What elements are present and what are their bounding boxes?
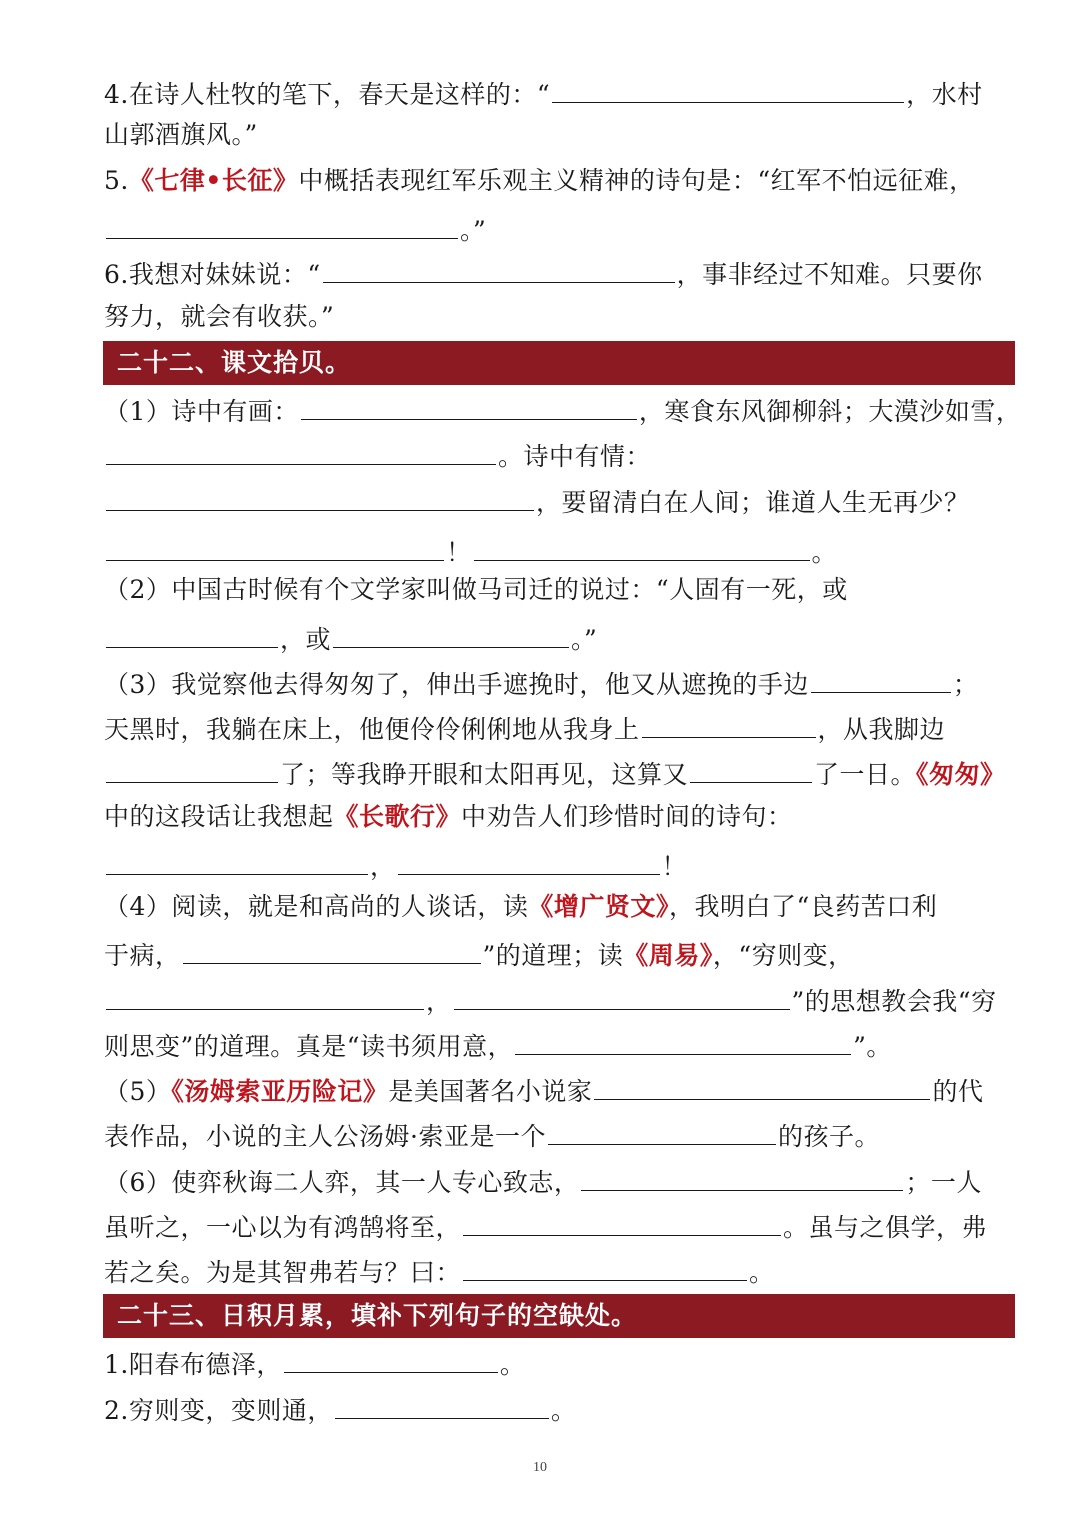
blank[interactable] [474, 532, 810, 561]
blank[interactable] [454, 981, 790, 1010]
item-text: 是美国著名小说家 [388, 1077, 593, 1106]
item-text: 。 [499, 1350, 526, 1379]
item-4-line-2 [104, 935, 854, 973]
blank[interactable] [323, 254, 675, 283]
q6-text: 6.我想对妹妹说：“ [104, 260, 321, 289]
item-text: ！ [446, 538, 472, 567]
item-text: ，我明白了“良药苦口利 [668, 892, 938, 921]
blank[interactable] [301, 391, 637, 420]
blank[interactable] [106, 619, 278, 648]
blank[interactable] [333, 619, 569, 648]
item-3-line-4 [104, 800, 793, 834]
section-header-22: 二十二、课文拾贝。 [103, 341, 1015, 385]
book-title: 《长歌行》 [333, 802, 462, 831]
item-text: 于病， [104, 941, 181, 970]
q5-text: 中概括表现红军乐观主义精神的诗句是：“红军不怕远征难， [298, 166, 975, 195]
item-text: ； [952, 670, 979, 699]
blank[interactable] [106, 436, 496, 465]
item-text: 天黑时，我躺在床上，他便伶伶俐俐地从我身上 [104, 715, 640, 744]
blank[interactable] [811, 664, 951, 693]
question-5-line-2 [104, 210, 486, 248]
blank[interactable] [183, 935, 481, 964]
item-text: 中的这段话让我想起 [104, 802, 334, 831]
book-title: 《汤姆索亚历险记》 [171, 1077, 389, 1106]
item-text: （6）使弈秋诲二人弈，其一人专心致志， [104, 1168, 580, 1197]
book-title: 《七律•长征》 [128, 166, 299, 195]
question-6-line-2 [104, 300, 334, 334]
book-title: 《匆匆》 [916, 760, 1006, 789]
item-text: ， [426, 987, 452, 1016]
blank[interactable] [106, 981, 424, 1010]
blank[interactable] [515, 1026, 851, 1055]
q5-text: 5. [104, 166, 129, 195]
item-text: ；一人 [905, 1168, 982, 1197]
q6-text: ，事非经过不知难。只要你 [676, 260, 983, 289]
item-text: ， [370, 852, 396, 881]
item-text: （1）诗中有画： [104, 397, 299, 426]
item-text: 了一日。 [814, 760, 917, 789]
blank[interactable] [284, 1344, 498, 1373]
item-text: 的代 [932, 1077, 984, 1106]
book-title: 《周易》 [623, 941, 713, 970]
blank[interactable] [106, 754, 278, 783]
item-4-line-3 [104, 981, 997, 1019]
recite-2 [104, 1390, 576, 1428]
blank[interactable] [106, 482, 534, 511]
item-text: 。 [550, 1396, 577, 1425]
item-text: 。 [749, 1258, 775, 1287]
q5-text: 。” [460, 216, 487, 245]
blank[interactable] [398, 846, 660, 875]
item-6-line-2 [104, 1207, 987, 1245]
item-text: 。 [811, 538, 838, 567]
item-text: ！ [661, 852, 688, 881]
page-number: 10 [533, 1460, 547, 1475]
item-text: 表作品，小说的主人公汤姆·索亚是一个 [104, 1122, 546, 1151]
q4-text: 4.在诗人杜牧的笔下，春天是这样的：“ [104, 80, 551, 109]
item-text: （5） [104, 1077, 172, 1106]
item-text: ，寒食东风御柳斜；大漠沙如雪， [638, 397, 1022, 426]
item-text: ”的思想教会我“穷 [791, 987, 997, 1016]
q6-text: 努力，就会有收获。” [104, 302, 335, 331]
blank[interactable] [106, 532, 444, 561]
item-text: ”。 [853, 1032, 892, 1061]
blank[interactable] [463, 1207, 781, 1236]
item-text: 。虽与之俱学，弗 [783, 1213, 988, 1242]
item-text: 。诗中有情： [498, 442, 652, 471]
item-text: （4）阅读，就是和高尚的人谈话，读 [104, 892, 529, 921]
section-header-23: 二十三、日积月累，填补下列句子的空缺处。 [103, 1294, 1015, 1338]
item-6-line-3 [104, 1252, 775, 1290]
item-text: ，“穷则变， [712, 941, 854, 970]
item-text: 。” [571, 625, 598, 654]
blank[interactable] [335, 1390, 549, 1419]
item-text: ，要留清白在人间；谁道人生无再少？ [536, 488, 970, 517]
book-title: 《增广贤文》 [528, 892, 669, 921]
blank[interactable] [690, 754, 812, 783]
item-3-line-3 [104, 754, 1006, 792]
item-text: ”的道理；读 [482, 941, 624, 970]
blank[interactable] [642, 709, 816, 738]
item-6-line-1 [104, 1162, 982, 1200]
item-text: 则思变”的道理。真是“读书须用意， [104, 1032, 514, 1061]
item-text: 的孩子。 [777, 1122, 880, 1151]
item-1-line-1 [104, 391, 1021, 429]
item-text: 2.穷则变，变则通， [104, 1396, 333, 1425]
blank[interactable] [581, 1162, 903, 1191]
q4-text: ，水村 [906, 80, 983, 109]
item-2-line-2 [104, 619, 597, 657]
item-2-line-1 [104, 573, 848, 607]
item-1-line-4 [104, 532, 837, 570]
item-text: （3）我觉察他去得匆匆了，伸出手遮挽时，他又从遮挽的手边 [104, 670, 809, 699]
item-text: 了；等我睁开眼和太阳再见，这算又 [280, 760, 689, 789]
item-text: 1.阳春布德泽， [104, 1350, 282, 1379]
question-4-line-2 [104, 118, 258, 152]
item-text: ，从我脚边 [817, 715, 946, 744]
blank[interactable] [463, 1252, 747, 1281]
question-6-line-1 [104, 254, 983, 292]
item-text: 虽听之，一心以为有鸿鹄将至， [104, 1213, 462, 1242]
item-4-line-4 [104, 1026, 892, 1064]
blank[interactable] [106, 846, 368, 875]
question-4-line-1 [104, 74, 983, 112]
blank[interactable] [106, 210, 458, 239]
item-text: ，或 [280, 625, 332, 654]
item-1-line-3 [104, 482, 970, 520]
q4-text: 山郭酒旗风。” [104, 120, 258, 149]
item-1-line-2 [104, 436, 651, 474]
blank[interactable] [548, 1116, 776, 1145]
item-3-line-1 [104, 664, 978, 702]
item-text: 若之矣。为是其智弗若与？曰： [104, 1258, 462, 1287]
recite-1 [104, 1344, 525, 1382]
item-5-line-2 [104, 1116, 880, 1154]
item-text: （2）中国古时候有个文学家叫做马司迁的说过：“人固有一死，或 [104, 575, 848, 604]
item-text: 中劝告人们珍惜时间的诗句： [461, 802, 793, 831]
item-3-line-5 [104, 846, 687, 884]
question-5-line-1 [104, 164, 975, 198]
item-3-line-2 [104, 709, 945, 747]
item-4-line-1 [104, 890, 937, 924]
blank[interactable] [552, 74, 904, 103]
item-5-line-1 [104, 1071, 983, 1109]
blank[interactable] [594, 1071, 930, 1100]
